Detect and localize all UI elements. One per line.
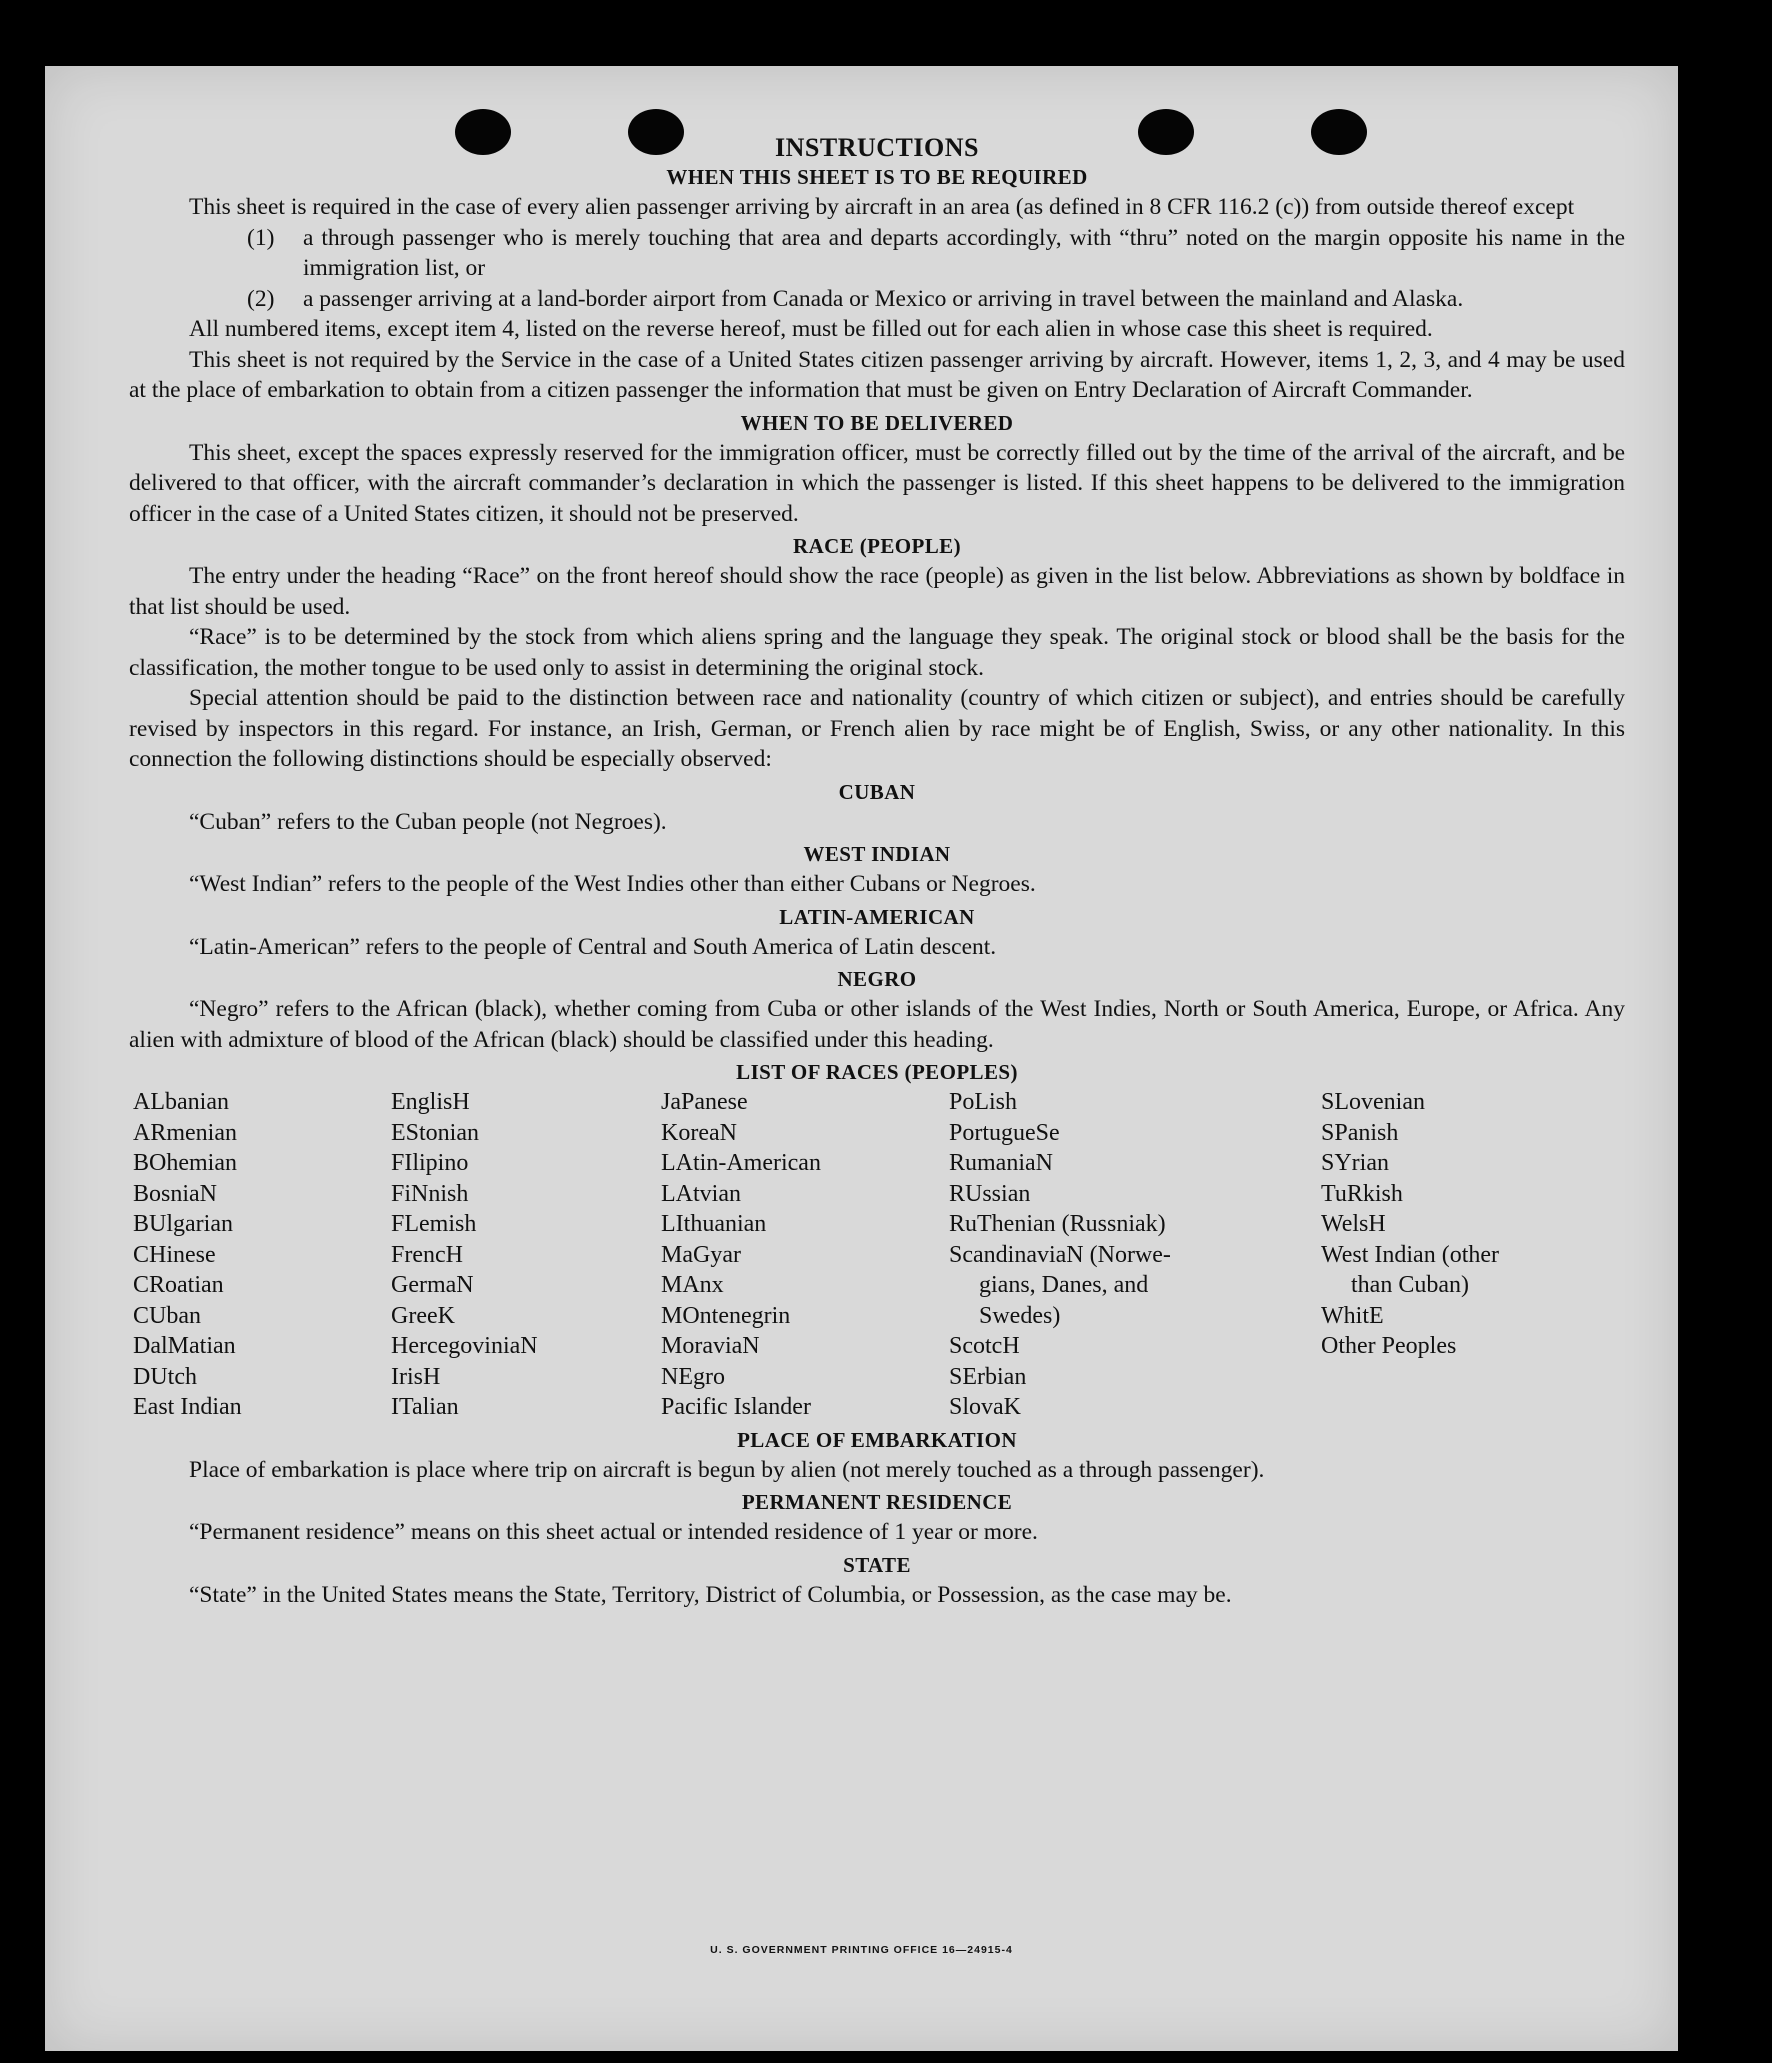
paragraph: “Cuban” refers to the Cuban people (not Negroes).	[189, 808, 667, 835]
race-entry: SYrian	[1321, 1150, 1389, 1176]
paragraph: “State” in the United States means the State, Territory, District of Columbia, or Possession, as the case may be.	[189, 1581, 1232, 1608]
race-entry: SPanish	[1321, 1119, 1399, 1146]
paragraph: “Latin-American” refers to the people of Central and South America of Latin descent.	[189, 933, 997, 960]
race-entry: BosniaN	[133, 1180, 217, 1207]
page-title: INSTRUCTIONS	[775, 133, 979, 162]
race-entry: MoraviaN	[661, 1333, 760, 1359]
document-page	[45, 66, 1678, 2051]
section-latin-american	[129, 904, 1625, 963]
race-entry: EStonian	[391, 1119, 479, 1146]
race-entry: LAtvian	[661, 1180, 741, 1207]
race-entry: FrencH	[391, 1241, 463, 1268]
race-entry: MOntenegrin	[661, 1302, 791, 1329]
race-entry: West Indian (other	[1321, 1241, 1500, 1268]
race-entry: KoreaN	[661, 1119, 737, 1146]
race-entry: ITalian	[391, 1394, 459, 1420]
races-column-4	[949, 1087, 1321, 1423]
races-column-1	[133, 1087, 391, 1423]
race-entry-continuation: Swedes)	[979, 1302, 1061, 1329]
race-entry: CUban	[133, 1302, 201, 1329]
paragraph: “Permanent residence” means on this sheet actual or intended residence of 1 year or more.	[189, 1519, 1038, 1545]
race-entry: TuRkish	[1321, 1180, 1403, 1207]
section-permanent-residence	[129, 1489, 1625, 1548]
race-entry: Other Peoples	[1321, 1333, 1457, 1359]
paragraph: Place of embarkation is place where trip on aircraft is begun by alien (not merely touched as a through passenger).	[189, 1456, 1265, 1483]
race-entry: DalMatian	[133, 1333, 236, 1359]
race-entry: ARmenian	[133, 1119, 237, 1146]
race-entry: CHinese	[133, 1241, 216, 1268]
races-column-3	[661, 1087, 949, 1423]
paragraph: This sheet is not required by the Service in the case of a United States citizen passenger arriving by aircraft. However, items 1, 2, 3, and 4 may be used at the place of embarkation to obtain from a citizen passenger the information that must be given on Entry Declaration of Aircraft Commander.	[129, 346, 1625, 403]
item-text: a through passenger who is merely touching that area and departs accordingly, with “thru” noted on the margin opposite his name in the immigration list, or	[303, 224, 1625, 281]
race-entry: SlovaK	[949, 1394, 1021, 1420]
race-entry: ALbanian	[133, 1089, 229, 1115]
section-heading: PERMANENT RESIDENCE	[741, 1490, 1013, 1514]
section-embarkation	[129, 1427, 1625, 1486]
section-heading: WHEN TO BE DELIVERED	[740, 410, 1014, 435]
race-entry: CRoatian	[133, 1272, 224, 1298]
paragraph: “Negro” refers to the African (black), whether coming from Cuba or other islands of the West Indies, North or South America, Europe, or Africa. Any alien with admixture of blood of the African (black) should be classified under this heading.	[129, 996, 1625, 1053]
race-entry: RuThenian (Russniak)	[949, 1211, 1166, 1237]
section-heading: STATE	[843, 1552, 911, 1577]
section-heading: PLACE OF EMBARKATION	[737, 1427, 1017, 1452]
race-entry: FLemish	[391, 1211, 477, 1237]
race-entry: PoLish	[949, 1089, 1018, 1115]
item-number: (2)	[247, 285, 275, 312]
race-entry: ScotcH	[949, 1333, 1020, 1359]
race-entry: DUtch	[133, 1363, 197, 1390]
race-entry: FIlipino	[391, 1150, 469, 1176]
paragraph: All numbered items, except item 4, listed on the reverse hereof, must be filled out for each alien in whose case this sheet is required.	[189, 316, 1433, 342]
section-heading: CUBAN	[838, 779, 916, 804]
race-entry: HercegoviniaN	[391, 1333, 538, 1359]
section-heading: RACE (PEOPLE)	[793, 534, 961, 558]
section-heading: LATIN-AMERICAN	[779, 904, 975, 929]
section-race	[129, 533, 1625, 775]
section-when-delivered	[129, 410, 1625, 530]
race-entry-continuation: gians, Danes, and	[979, 1272, 1149, 1298]
race-entry: MAnx	[661, 1272, 724, 1298]
paragraph: Special attention should be paid to the distinction between race and nationality (country of which citizen or subject), and entries should be carefully revised by inspectors in this regard. For instance, an Irish, German, or French alien by race might be of English, Swiss, or any other nationality. In this connection the following distinctions should be especially observed:	[129, 685, 1625, 772]
printing-office-imprint: U. S. GOVERNMENT PRINTING OFFICE 16—24915-4	[710, 1944, 1013, 1956]
race-entry: LAtin-American	[661, 1150, 821, 1176]
section-cuban	[129, 779, 1625, 838]
race-entry: WelsH	[1321, 1211, 1386, 1237]
section-negro	[129, 966, 1625, 1055]
section-west-indian	[129, 841, 1625, 900]
section-heading: LIST OF RACES (PEOPLES)	[736, 1060, 1018, 1084]
paragraph: “Race” is to be determined by the stock from which aliens spring and the language they speak. The original stock or blood shall be the basis for the classification, the mother tongue to be used only to assist in determining the original stock.	[129, 624, 1625, 681]
race-entry: Pacific Islander	[661, 1394, 811, 1420]
races-list	[133, 1087, 1625, 1423]
race-entry: NEgro	[661, 1363, 725, 1390]
paragraph: This sheet is required in the case of every alien passenger arriving by aircraft in an area (as defined in 8 CFR 116.2 (c)) from outside thereof except	[189, 194, 1575, 220]
race-entry: BOhemian	[133, 1150, 237, 1176]
numbered-item	[247, 284, 1625, 315]
races-column-5	[1321, 1087, 1621, 1423]
race-entry: BUlgarian	[133, 1211, 233, 1237]
race-entry: WhitE	[1321, 1302, 1384, 1329]
race-entry: IrisH	[391, 1363, 441, 1390]
section-list-of-races	[129, 1059, 1625, 1423]
race-entry: RumaniaN	[949, 1150, 1053, 1176]
race-entry: RUssian	[949, 1180, 1031, 1207]
race-entry: SErbian	[949, 1363, 1027, 1390]
race-entry: East Indian	[133, 1394, 242, 1420]
instructions-body	[129, 132, 1625, 1610]
section-when-required	[129, 164, 1625, 406]
item-text: a passenger arriving at a land-border airport from Canada or Mexico or arriving in travel between the mainland and Alaska.	[303, 285, 1464, 312]
race-entry: MaGyar	[661, 1241, 741, 1268]
paragraph: “West Indian” refers to the people of the West Indies other than either Cubans or Negroes.	[189, 871, 1036, 897]
race-entry: FiNnish	[391, 1180, 469, 1207]
section-heading: WEST INDIAN	[803, 842, 951, 866]
race-entry: LIthuanian	[661, 1211, 767, 1237]
paragraph: The entry under the heading “Race” on the front hereof should show the race (people) as given in the list below. Abbreviations as shown by boldface in that list should be used.	[129, 563, 1625, 620]
race-entry: EnglisH	[391, 1089, 470, 1115]
races-column-2	[391, 1087, 661, 1423]
section-heading: WHEN THIS SHEET IS TO BE REQUIRED	[666, 165, 1088, 189]
race-entry: SLovenian	[1321, 1089, 1425, 1115]
race-entry-continuation: than Cuban)	[1351, 1272, 1469, 1298]
race-entry: PortugueSe	[949, 1119, 1060, 1146]
race-entry: ScandinaviaN (Norwe-	[949, 1241, 1171, 1268]
race-entry: GermaN	[391, 1272, 474, 1298]
race-entry: JaPanese	[661, 1089, 748, 1115]
section-state	[129, 1552, 1625, 1611]
paragraph: This sheet, except the spaces expressly reserved for the immigration officer, must be correctly filled out by the time of the arrival of the aircraft, and be delivered to that officer, with the aircraft commander’s declaration in which the passenger is listed. If this sheet happens to be delivered to the immigration officer in the case of a United States citizen, it should not be preserved.	[129, 439, 1625, 527]
race-entry: GreeK	[391, 1302, 455, 1329]
section-heading: NEGRO	[837, 967, 917, 991]
item-number: (1)	[247, 224, 275, 251]
numbered-item	[247, 223, 1625, 284]
